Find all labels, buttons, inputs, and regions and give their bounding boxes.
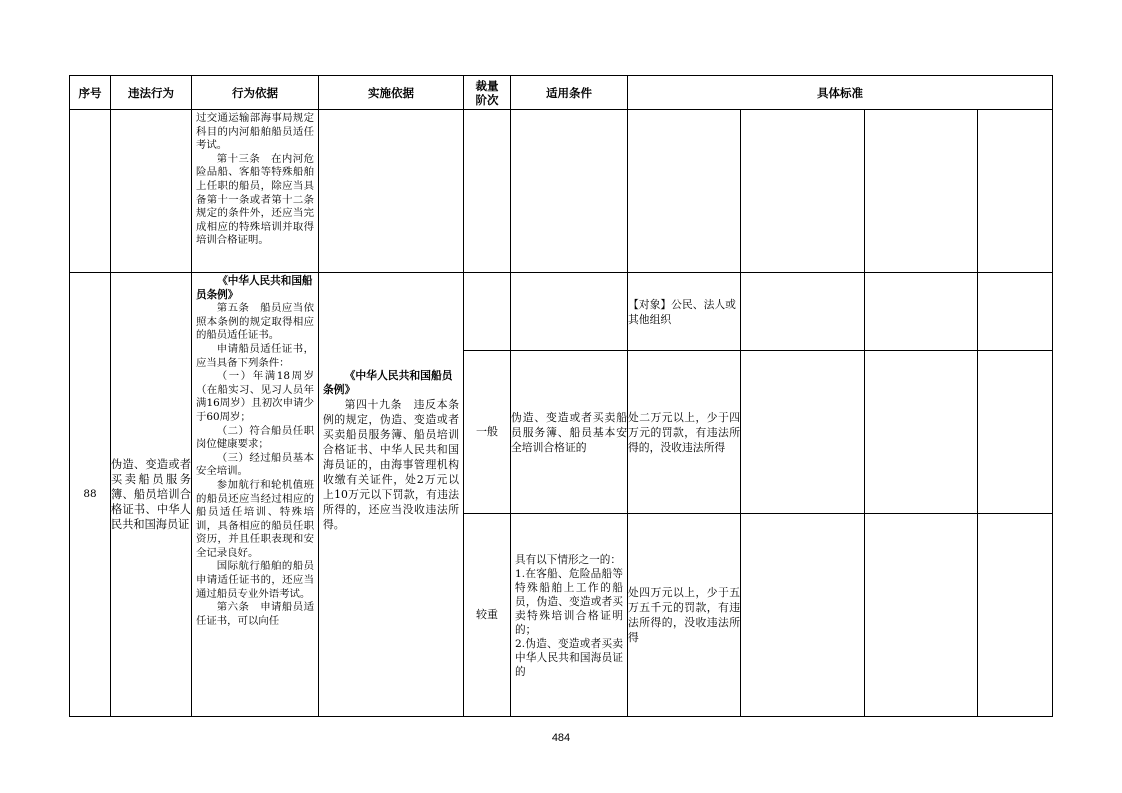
target-std-cell-4 [978, 273, 1053, 351]
cont-seq-cell [70, 110, 111, 273]
general-std-cell-2 [741, 351, 865, 514]
std-general: 处二万元以上，少于四万元的罚款，有违法所得的，没收违法所得 [628, 351, 741, 514]
header-standard: 具体标准 [628, 76, 1053, 110]
general-std-cell-3 [865, 351, 978, 514]
row-88-violation: 伪造、变造或者买卖船员服务簿、船员培训合格证书、中华人民共和国海员证 [111, 273, 192, 717]
impl-title: 《中华人民共和国船员条例》 [323, 369, 453, 396]
cont-basis-p1: 过交通运输部海事局规定科目的内河船舶船员适任考试。 [196, 112, 314, 152]
cond-serious [511, 514, 628, 717]
target-std-cell-2 [741, 273, 865, 351]
cond-serious-2: 2.伪造、变造或者买卖中华人民共和国海员证的 [515, 638, 623, 678]
basis-title: 《中华人民共和国船员条例》 [196, 275, 313, 301]
header-row [70, 76, 1053, 110]
cont-std-cell-1 [628, 110, 741, 273]
cond-serious-intro: 具有以下情形之一的： [515, 554, 621, 566]
basis-p7: 国际航行船舶的船员申请适任证书的，还应当通过船员专业外语考试。 [196, 560, 314, 600]
serious-std-cell-3 [865, 514, 978, 717]
cont-impl-cell [319, 110, 464, 273]
target-label: 【对象】公民、法人或其他组织 [628, 273, 741, 351]
basis-p4: （二）符合船员任职岗位健康要求； [196, 424, 314, 451]
header-seq: 序号 [70, 76, 111, 110]
cont-violation-cell [111, 110, 192, 273]
general-std-cell-4 [978, 351, 1053, 514]
basis-p5: （三）经过船员基本安全培训。 [196, 451, 314, 478]
std-serious: 处四万元以上，少于五万五千元的罚款，有违法所得的，没收违法所得 [628, 514, 741, 717]
row-88-basis [192, 273, 319, 717]
cont-std-cell-2 [741, 110, 865, 273]
basis-p2: 申请船员适任证书，应当具备下列条件： [196, 342, 314, 369]
cont-basis-p2: 第十三条 在内河危险品船、客船等特殊船舶上任职的船员，除应当具备第十一条或者第十二条规定的条件外，还应当完成相应的特殊培训并取得培训合格证明。 [196, 152, 314, 247]
basis-p3: （一）年满18周岁（在船实习、见习人员年满16周岁）且初次申请少于60周岁； [196, 370, 314, 423]
continuation-row [70, 110, 1053, 273]
header-basis: 行为依据 [192, 76, 319, 110]
header-violation: 违法行为 [111, 76, 192, 110]
penalty-discretion-table [69, 75, 1053, 717]
cont-basis-cell [192, 110, 319, 273]
impl-text: 第四十九条 违反本条例的规定，伪造、变造或者买卖船员服务簿、船员培训合格证书、中华人民共和国海员证的，由海事管理机构收缴有关证件，处2万元以上10万元以下罚款，有违法所得的，还应当没收违法所得。 [323, 397, 459, 531]
cont-condition-cell [511, 110, 628, 273]
cont-std-cell-4 [978, 110, 1053, 273]
header-impl: 实施依据 [319, 76, 464, 110]
basis-p8: 第六条 申请船员适任证书，可以向任 [196, 601, 314, 627]
header-tier: 裁量 阶次 [464, 76, 511, 110]
row-88-impl [319, 273, 464, 717]
row-88-seq: 88 [70, 273, 111, 717]
basis-p1: 第五条 船员应当依照本条例的规定取得相应的船员适任证书。 [196, 302, 314, 342]
header-condition: 适用条件 [511, 76, 628, 110]
target-std-cell-3 [865, 273, 978, 351]
tier-serious: 较重 [464, 514, 511, 717]
cond-serious-1: 1.在客船、危险品船等特殊船舶上工作的船员，伪造、变造或者买卖特殊培训合格证明的； [515, 568, 623, 636]
cont-tier-cell [464, 110, 511, 273]
basis-p6: 参加航行和轮机值班的船员还应当经过相应的船员适任培训、特殊培训，具备相应的船员任职资历，并且任职表现和安全记录良好。 [196, 478, 314, 559]
target-condition-cell [511, 273, 628, 351]
page-number: 484 [551, 732, 571, 744]
cond-general: 伪造、变造或者买卖船员服务簿、船员基本安全培训合格证的 [511, 351, 628, 514]
serious-std-cell-4 [978, 514, 1053, 717]
tier-general: 一般 [464, 351, 511, 514]
serious-std-cell-2 [741, 514, 865, 717]
target-tier-cell [464, 273, 511, 351]
cont-std-cell-3 [865, 110, 978, 273]
row-88-target [70, 273, 1053, 351]
